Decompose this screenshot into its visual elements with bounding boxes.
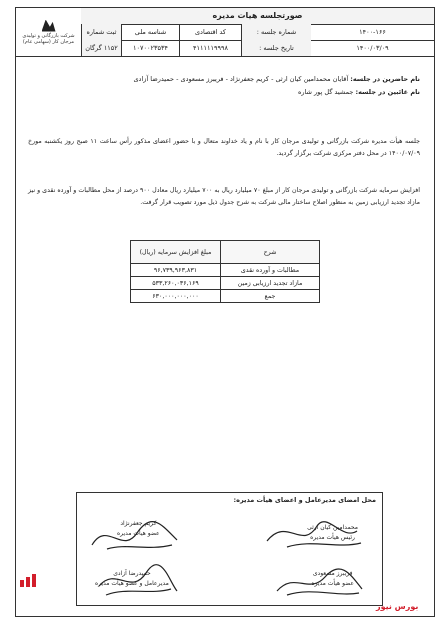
resolution-paragraph: افزایش سرمایه شرکت بازرگانی و تولیدی مرجان کار از مبلغ ۷۰ میلیارد ریال به ۷۰۰ میلیارد ریال معادل ۹۰۰ درصد از محل مطالبات و آورده نقدی و نیز مازاد تجدید ارزیابی زمین به منظور اصلاح ساختار مالی شرکت به شرح جدول ذیل مورد تصویب قرار گرفت. [28,187,421,206]
signature-scribble-4 [267,563,367,601]
row-amount: ۶۳۰,۰۰۰,۰۰۰,۰۰۰ [131,290,221,303]
session-date-label: تاریخ جلسه : [241,40,311,56]
source-watermark: بورس نیوز [376,602,419,611]
signer-name: حمیدرضا آزادی [113,570,151,577]
signer-name: محمدامین کیان ارثی [307,524,358,531]
row-amount: ۵۳۳,۲۶۰,۰۳۶,۱۶۹ [131,277,221,290]
signer-role: مدیرعامل و عضو هیأت مدیره [95,580,169,587]
econ-code-label: کد اقتصادی [179,24,241,40]
signature-box [76,492,383,606]
row-desc: مطالبات و آورده نقدی [221,264,320,277]
present-label: نام حاضرین در جلسه: [350,75,420,83]
document-title: صورتجلسه هیات مدیره [81,8,434,25]
table-header-row [131,241,320,264]
session-date-value: ۱۴۰۰/۰۳/۰۹ [356,44,389,52]
document-header [16,8,434,57]
national-id-label: شناسه ملی [121,24,179,40]
signer-role: عضو هیأت مدیره [117,530,160,537]
national-id-value: ۱۰۷۰۰۲۳۵۳۴ [121,40,179,56]
header-row-1 [81,24,434,41]
table-row [131,277,320,290]
session-no-value: ۱۴۰۰-۱۶۶ [359,28,386,36]
row-desc: مازاد تجدید ارزیابی زمین [221,277,320,290]
signature-scribble-2 [257,511,367,555]
present-line [133,75,420,84]
mountain-logo-icon [42,20,56,32]
company-logo [16,8,82,56]
news-logo-icon [18,574,38,588]
col-amount-header: مبلغ افزایش سرمایه (ریال) [131,241,221,264]
absent-names: جمشید گل پور شاره [297,88,354,96]
table-row [131,264,320,277]
signer-role: رئیس هیأت مدیره [310,534,355,541]
col-desc-header: شرح [221,241,320,264]
table-total-row [131,290,320,303]
document-page [15,7,435,617]
row-amount: ۹۶,۷۳۹,۹۶۳,۸۳۱ [131,264,221,277]
reg-label: ثبت شماره [81,24,121,40]
absent-label: نام غائبین در جلسه: [355,88,420,96]
signer-name: کریم جعفرنژاد [120,520,157,527]
header-row-2 [81,40,434,56]
session-no-label: شماره جلسه : [241,24,311,40]
present-names: آقایان محمدامین کیان ارثی - کریم جعفرنژاد - فریبرز مسعودی - حمیدرضا آزادی [133,75,349,83]
company-name: شرکت بازرگانی و تولیدی مرجان کار (سهامی عام) [22,32,75,45]
signature-title: محل امضای مدیرعامل و اعضای هیأت مدیره: [233,496,376,504]
reg-value: ۱۱۵۲ گرگان [81,40,121,56]
capital-increase-table [130,240,320,303]
econ-code-value: ۴۱۱۱۱۱۹۹۹۸ [179,40,241,56]
signature-scribble-3 [91,561,181,601]
signature-scribble-1 [87,515,182,555]
absent-line [298,88,420,97]
opening-paragraph: جلسه هیأت مدیره شرکت بازرگانی و تولیدی مرجان کار با نام و یاد خداوند متعال و با حضور اعضای مذکور رأس ساعت ۱۱ صبح روز یکشنبه مورخ ۱۴۰۰/۰۷/۰۹ در محل دفتر مرکزی شرکت برگزار گردید. [28,138,420,157]
signer-name: فریبرز مسعودی [312,570,353,577]
signer-role: عضو هیأت مدیره [311,580,354,587]
row-desc: جمع [221,290,320,303]
